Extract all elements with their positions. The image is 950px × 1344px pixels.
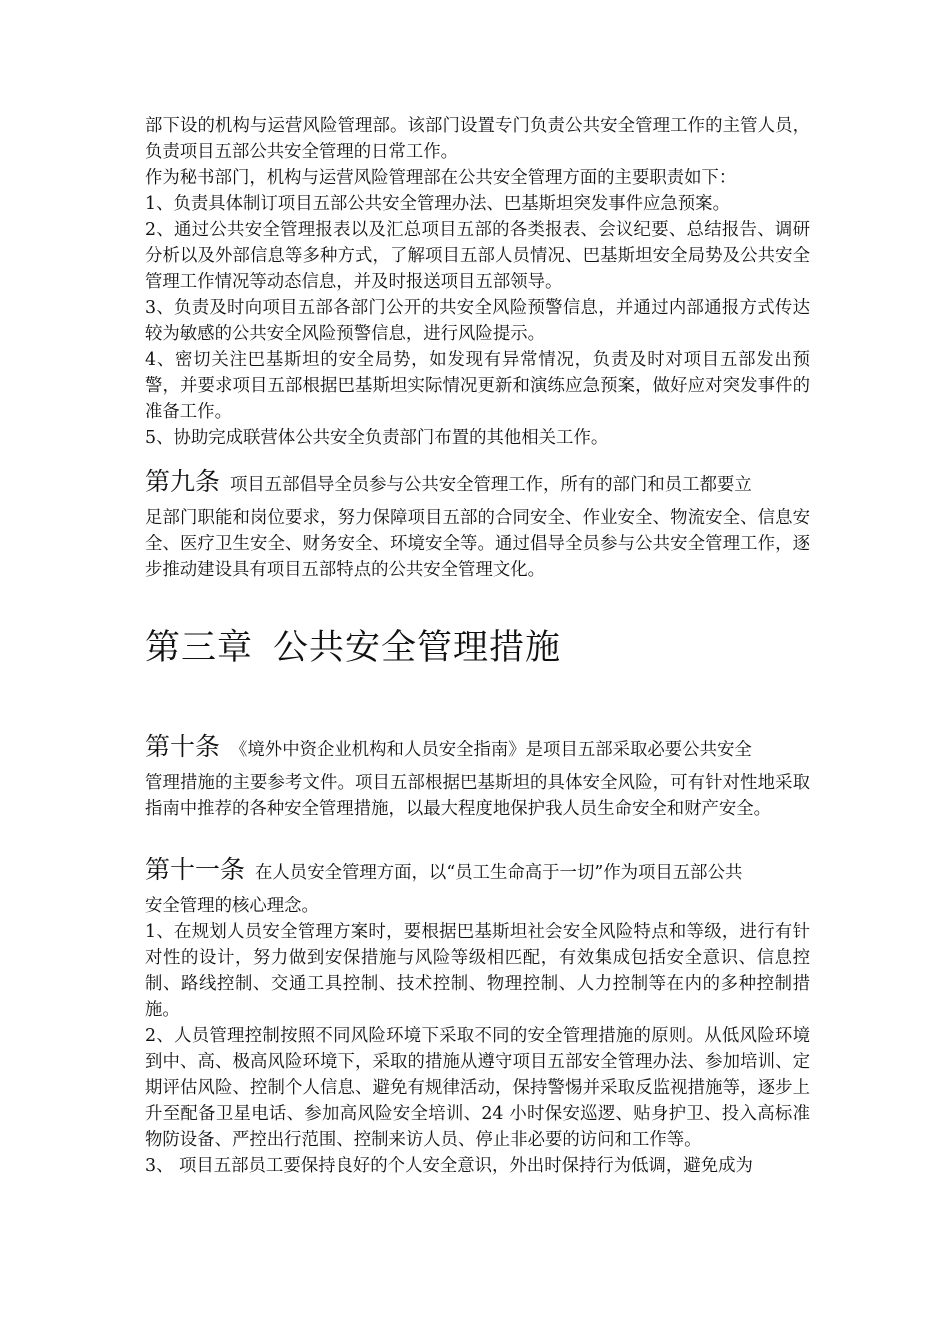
article-lead: 项目五部倡导全员参与公共安全管理工作，所有的部门和员工都要立 — [230, 475, 752, 495]
list-item: 2、通过公共安全管理报表以及汇总项目五部的各类报表、会议纪要、总结报告、调研分析以及外部信息等多种方式，了解项目五部人员情况、巴基斯坦安全局势及公共安全管理工作情况等动态信息，并及时报送项目五部领导。 — [145, 220, 810, 292]
article-heading: 第九条 — [145, 467, 221, 496]
article-lead: 在人员安全管理方面，以“员工生命高于一切”作为项目五部公共 — [255, 863, 743, 883]
article-heading: 第十条 — [145, 732, 221, 761]
article-lead: 《境外中资企业机构和人员安全指南》是项目五部采取必要公共安全 — [230, 740, 752, 760]
article-9 — [145, 465, 810, 583]
chapter-number: 第三章 — [145, 628, 254, 668]
list-item: 5、协助完成联营体公共安全负责部门布置的其他相关工作。 — [145, 428, 609, 448]
paragraph: 管理措施的主要参考文件。项目五部根据巴基斯坦的具体安全风险，可有针对性地采取指南中推荐的各种安全管理措施，以最大程度地保护我人员生命安全和财产安全。 — [145, 773, 810, 819]
article-10 — [145, 730, 810, 822]
intro-section — [145, 113, 810, 451]
list-item: 2、人员管理控制按照不同风险环境下采取不同的安全管理措施的原则。从低风险环境到中、高、极高风险环境下，采取的措施从遵守项目五部安全管理办法、参加培训、定期评估风险、控制个人信息、避免有规律活动，保持警惕并采取反监视措施等，逐步上升至配备卫星电话、参加高风险安全培训、24 小时保安巡逻、贴身护卫、投入高标准物防设备、严控出行范围、控制来访人员、停止非必要的访问和工作等。 — [145, 1026, 810, 1150]
paragraph: 足部门职能和岗位要求，努力保障项目五部的合同安全、作业安全、物流安全、信息安全、医疗卫生安全、财务安全、环境安全等。通过倡导全员参与公共安全管理工作，逐步推动建设具有项目五部特点的公共安全管理文化。 — [145, 508, 810, 580]
paragraph: 部下设的机构与运营风险管理部。该部门设置专门负责公共安全管理工作的主管人员，负责项目五部公共安全管理的日常工作。 — [145, 116, 810, 162]
list-item: 4、密切关注巴基斯坦的安全局势，如发现有异常情况，负责及时对项目五部发出预警，并要求项目五部根据巴基斯坦实际情况更新和演练应急预案，做好应对突发事件的准备工作。 — [145, 350, 810, 422]
list-item: 3、 项目五部员工要保持良好的个人安全意识，外出时保持行为低调，避免成为 — [145, 1156, 753, 1176]
chapter-name: 公共安全管理措施 — [273, 628, 562, 668]
paragraph: 安全管理的核心理念。 — [145, 896, 319, 916]
article-heading: 第十一条 — [145, 855, 246, 884]
list-item: 1、负责具体制订项目五部公共安全管理办法、巴基斯坦突发事件应急预案。 — [145, 194, 730, 214]
chapter-title — [145, 625, 561, 671]
article-11 — [145, 853, 810, 1179]
list-item: 1、在规划人员安全管理方案时，要根据巴基斯坦社会安全风险特点和等级，进行有针对性的设计，努力做到安保措施与风险等级相匹配，有效集成包括安全意识、信息控制、路线控制、交通工具控制、技术控制、物理控制、人力控制等在内的多种控制措施。 — [145, 922, 810, 1020]
list-item: 3、负责及时向项目五部各部门公开的共安全风险预警信息，并通过内部通报方式传达较为敏感的公共安全风险预警信息，进行风险提示。 — [145, 298, 810, 344]
paragraph: 作为秘书部门，机构与运营风险管理部在公共安全管理方面的主要职责如下： — [145, 168, 737, 188]
